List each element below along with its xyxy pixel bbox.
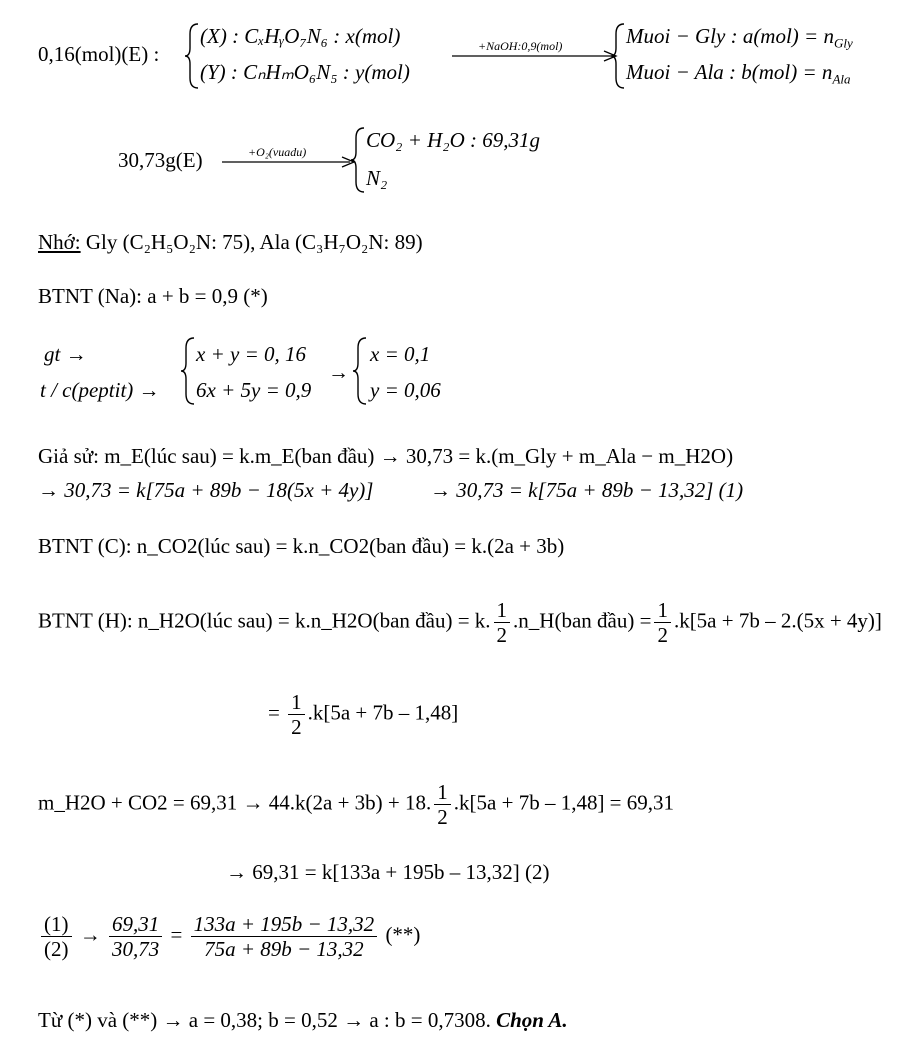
half-fraction: $\frac{1}{2}$: [494, 598, 511, 647]
given-label: gt →: [44, 342, 87, 366]
peptide-y-formula: (Y) : CₙHₘO₆N₅ : y(mol): [200, 60, 410, 84]
btnt-h-line-2: = $\frac{1}{2}$ .k[5a + 7b – 1,48]: [268, 690, 459, 740]
solution-y: y = 0,06: [370, 378, 441, 402]
assume-line-2a: → 30,73 = k[75a + 89b − 18(5x + 4y)]: [38, 478, 374, 502]
solution-x: x = 0,1: [370, 342, 431, 366]
note-text: Gly (C₂H₅O₂N: 75), Ala (C₃H₇O₂N: 89): [85, 230, 423, 254]
oxygen-arrow-label: +O₂(vuadu): [248, 145, 307, 159]
answer-choice: Chọn A.: [496, 1008, 568, 1032]
final-line: Từ (*) và (**) → a = 0,38; b = 0,52 → a : b = 0,7308. Chọn A.: [38, 1008, 568, 1032]
right-arrow-icon: [452, 50, 618, 62]
half-fraction: $\frac{1}{2}$: [434, 780, 451, 829]
left-brace: [184, 22, 200, 90]
gly-salt-line: Muoi − Gly : $a(mol) = n_{Gly}$: [626, 24, 853, 51]
e-mass-label: 30,73g(E): [118, 148, 203, 172]
equation-1: x + y = 0, 16: [196, 342, 306, 366]
half-fraction: $\frac{1}{2}$: [654, 598, 671, 647]
ratio-fraction-1: $\frac{(1)}{(2)}$: [41, 912, 72, 961]
right-brace: [610, 22, 626, 90]
peptide-property-label: t / c(peptit) →: [40, 378, 160, 402]
n2-line: N₂: [366, 166, 388, 190]
mass-line: m_H2O + CO2 = 69,31 → 44.k(2a + 3b) + 18. $\frac{1}{2}$ .k[5a + 7b – 1,48] = 69,31: [38, 780, 675, 830]
assume-line-1: Giả sử: m_E(lúc sau) = k.m_E(ban đầu) → 30,73 = k.(m_Gly + m_Ala − m_H2O): [38, 444, 734, 468]
ratio-equation: $\frac{(1)}{(2)}$ → $\frac{69,31}{30,73}$ = $\frac{133a + 195b - 13,32}{75a + 89b - 13,32}$ (**): [38, 912, 420, 961]
note-label: Nhớ:: [38, 230, 81, 254]
assume-line-2b: → 30,73 = k[75a + 89b − 13,32] (1): [430, 478, 744, 502]
btnt-c-line: BTNT (C): n_CO2(lúc sau) = k.n_CO2(ban đầu) = k.(2a + 3b): [38, 534, 565, 558]
naoh-arrow-label: +NaOH:0,9(mol): [478, 39, 563, 53]
ratio-fraction-3: $\frac{133a + 195b - 13,32}{75a + 89b - 13,32}$: [191, 912, 378, 961]
system-brace: [180, 336, 196, 406]
solution-brace: [352, 336, 368, 406]
half-fraction: $\frac{1}{2}$: [288, 690, 305, 739]
equation-2: 6x + 5y = 0,9: [196, 378, 312, 402]
note-line: [38, 232, 423, 253]
mass-line-2: → 69,31 = k[133a + 195b – 13,32] (2): [226, 860, 550, 884]
peptide-x-formula: (X) : CₓHᵧO₇N₆ : x(mol): [200, 24, 401, 48]
ratio-fraction-2: $\frac{69,31}{30,73}$: [109, 912, 162, 961]
system-arrow: →: [328, 360, 349, 384]
btnt-na-line: BTNT (Na): a + b = 0,9 (*): [38, 284, 268, 308]
co2-h2o-line: CO₂ + H₂O : 69,31g: [366, 128, 541, 152]
ala-salt-line: Muoi − Ala : $b(mol) = n_{Ala}$: [626, 60, 851, 87]
products-brace: [350, 126, 366, 194]
e-mixture-label: 0,16(mol)(E) :: [38, 42, 160, 66]
btnt-h-line: BTNT (H): n_H2O(lúc sau) = k.n_H2O(ban đầu) = k. $\frac{1}{2}$ .n_H(ban đầu) = $\frac{1}{2}$ .k[5a + 7b – 2.(5x + 4y)]: [38, 598, 882, 648]
